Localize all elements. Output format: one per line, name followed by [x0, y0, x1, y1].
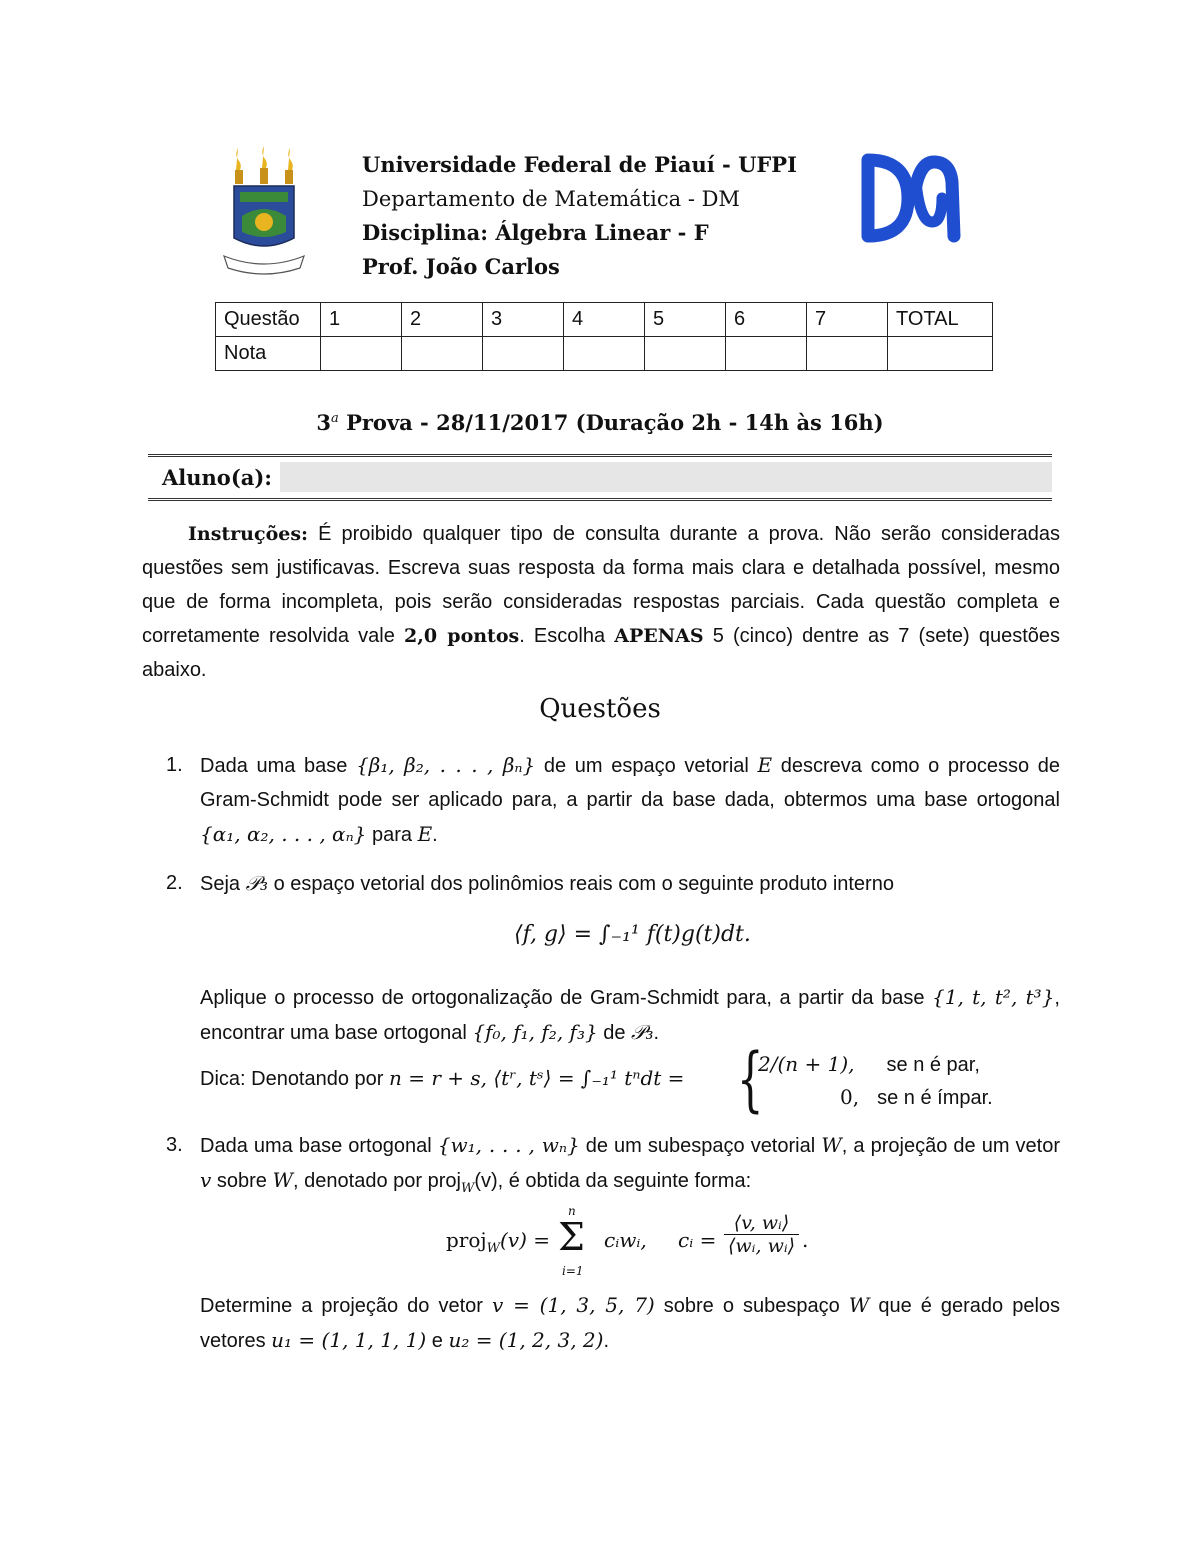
case-condition: se n é ímpar. — [877, 1087, 993, 1109]
question-3-continued — [166, 1288, 1060, 1358]
text: de — [597, 1022, 632, 1044]
text: (v), é obtida da seguinte forma: — [474, 1170, 752, 1192]
university-name: Universidade Federal de Piauí - UFPI — [362, 152, 797, 177]
exam-title-text: Prova - 28/11/2017 (Duração 2h - 14h às 16h) — [338, 410, 884, 435]
math: {1, t, t², t³} — [932, 985, 1055, 1009]
text: , encontrar uma base ortogonal — [200, 987, 1060, 1044]
question-2 — [166, 866, 1060, 901]
proj-label — [446, 1228, 556, 1256]
text: para — [366, 824, 418, 846]
case-value: 0, — [840, 1085, 860, 1109]
text: descreva como o processo de Gram-Schmidt pode ser aplicado para, a partir da base dada, obtermos uma base ortogonal — [200, 755, 1060, 811]
math: {f₀, f₁, f₂, f₃} — [472, 1020, 598, 1044]
text: Dada uma base ortogonal — [200, 1135, 438, 1157]
inner-product-formula: ⟨f, g⟩ = ∫₋₁¹ f(t)g(t)dt. — [514, 922, 751, 947]
ci-label: cᵢ = — [678, 1228, 723, 1252]
hint-label: Dica: Denotando por — [200, 1068, 390, 1090]
instructions-text: . Escolha — [519, 625, 615, 647]
text: que é gerado pelos vetores — [200, 1295, 1061, 1352]
grade-input-cell[interactable] — [321, 337, 402, 371]
math: {α₁, α₂, . . . , αₙ} — [200, 822, 367, 846]
table-cell: 2 — [402, 303, 483, 337]
proj-arg: (v) = — [499, 1228, 557, 1252]
math: {w₁, . . . , wₙ} — [437, 1133, 580, 1157]
department-name: Departamento de Matemática - DM — [362, 187, 740, 211]
text: e — [426, 1330, 449, 1352]
math: E — [417, 822, 433, 846]
question-1 — [166, 748, 1060, 852]
table-cell: 3 — [483, 303, 564, 337]
table-row — [216, 303, 993, 337]
text: sobre — [211, 1170, 273, 1192]
question-text — [200, 1128, 1060, 1206]
case-condition: se n é par, — [886, 1054, 980, 1076]
cases-brace: { — [736, 1038, 764, 1120]
grade-input-cell[interactable] — [483, 337, 564, 371]
torch-icon — [285, 148, 293, 184]
text: Determine a projeção do vetor — [200, 1295, 492, 1317]
question-text — [200, 748, 1060, 852]
table-cell: 1 — [321, 303, 402, 337]
math: W — [272, 1168, 294, 1192]
dm-logo — [858, 152, 966, 244]
math: v = (1, 3, 5, 7) — [491, 1293, 655, 1317]
math: W — [460, 1181, 475, 1196]
only-emphasis: APENAS — [614, 625, 704, 647]
question-text — [200, 866, 1060, 901]
student-name-field[interactable] — [280, 462, 1052, 492]
instructions-paragraph — [142, 517, 1060, 687]
formula-period: . — [802, 1228, 809, 1252]
frac-numerator: ⟨v, wᵢ⟩ — [724, 1212, 799, 1235]
text: . — [432, 824, 438, 846]
ci-fraction — [724, 1212, 799, 1257]
proj-sub: W — [486, 1241, 500, 1256]
math: E — [757, 753, 773, 777]
math: u₂ = (1, 2, 3, 2) — [448, 1328, 604, 1352]
text: de um espaço vetorial — [535, 755, 758, 777]
table-cell: Nota — [216, 337, 321, 371]
table-cell: 6 — [726, 303, 807, 337]
text: , denotado por proj — [293, 1170, 461, 1192]
math: 𝒫₃ — [631, 1020, 654, 1044]
table-cell: 7 — [807, 303, 888, 337]
instructions-text: É proibido qualquer tipo de consulta durante a prova. Não serão consideradas questões sem justificavas. Escreva suas resposta da forma mais clara e detalhada possível, mesmo que de forma incompleta, pois serão consideradas respostas parciais. Cada questão completa e corretamente resolvida vale — [142, 523, 1060, 647]
question-text — [200, 980, 1060, 1050]
hint-math: n = r + s, ⟨tʳ, tˢ⟩ = ∫₋₁¹ tⁿdt = — [389, 1066, 685, 1090]
grades-table — [215, 302, 993, 371]
table-cell: 5 — [645, 303, 726, 337]
frac-denominator: ⟨wᵢ, wᵢ⟩ — [728, 1235, 796, 1257]
text: . — [603, 1330, 610, 1352]
math: 𝒫₃ — [245, 871, 269, 895]
text: de um subespaço vetorial — [579, 1135, 822, 1157]
sum-lower: i=1 — [562, 1264, 584, 1278]
table-row — [216, 337, 993, 371]
case-value: 2/(n + 1), — [758, 1052, 855, 1076]
table-cell: TOTAL — [888, 303, 993, 337]
math: u₁ = (1, 1, 1, 1) — [271, 1328, 427, 1352]
text: Seja — [200, 873, 246, 895]
table-cell: Questão — [216, 303, 321, 337]
sum-term: cᵢwᵢ, — [604, 1228, 647, 1252]
question-3 — [166, 1128, 1060, 1206]
text: sobre o subespaço — [654, 1295, 849, 1317]
question-number: 3. — [166, 1134, 183, 1156]
student-label: Aluno(a): — [162, 465, 273, 490]
section-title: Questões — [539, 694, 661, 724]
math: {β₁, β₂, . . . , βₙ} — [356, 753, 536, 777]
professor-name: Prof. João Carlos — [362, 254, 560, 279]
text: Aplique o processo de ortogonalização de Gram-Schmidt para, a partir da base — [200, 987, 932, 1009]
ufpi-logo — [218, 146, 310, 278]
grade-input-cell[interactable] — [564, 337, 645, 371]
discipline-name: Disciplina: Álgebra Linear - F — [362, 220, 709, 245]
institution-header — [362, 148, 797, 284]
proj-text: proj — [446, 1228, 487, 1252]
torch-icon — [235, 148, 243, 184]
text: , a projeção de um vetor — [841, 1135, 1060, 1157]
grade-input-cell[interactable] — [888, 337, 993, 371]
question-2-continued — [166, 980, 1060, 1050]
grade-input-cell[interactable] — [807, 337, 888, 371]
text: Dada uma base — [200, 755, 357, 777]
case-even — [758, 1052, 980, 1077]
exam-title — [0, 410, 1200, 435]
sum-upper: n — [568, 1204, 576, 1218]
torch-icon — [260, 146, 268, 184]
exam-ordinal-sup: a — [331, 411, 339, 426]
instructions-label: Instruções: — [188, 523, 309, 545]
table-cell: 4 — [564, 303, 645, 337]
sum-symbol: Σ — [558, 1215, 585, 1259]
points-value: 2,0 pontos — [404, 625, 520, 647]
grade-input-cell[interactable] — [726, 337, 807, 371]
case-odd — [840, 1085, 993, 1110]
question-number: 2. — [166, 872, 183, 894]
text: . — [653, 1022, 660, 1044]
hint-line — [200, 1066, 684, 1091]
exam-ordinal: 3 — [316, 410, 331, 435]
question-text — [200, 1288, 1060, 1358]
grade-input-cell[interactable] — [645, 337, 726, 371]
instructions-text: 5 (cinco) dentre as 7 (sete) questões abaixo. — [142, 625, 1060, 681]
grade-input-cell[interactable] — [402, 337, 483, 371]
student-name-box — [148, 454, 1052, 501]
math: W — [821, 1133, 842, 1157]
math: W — [848, 1293, 870, 1317]
question-number: 1. — [166, 754, 183, 776]
math: v — [200, 1168, 212, 1192]
text: o espaço vetorial dos polinômios reais com o seguinte produto interno — [268, 873, 894, 895]
